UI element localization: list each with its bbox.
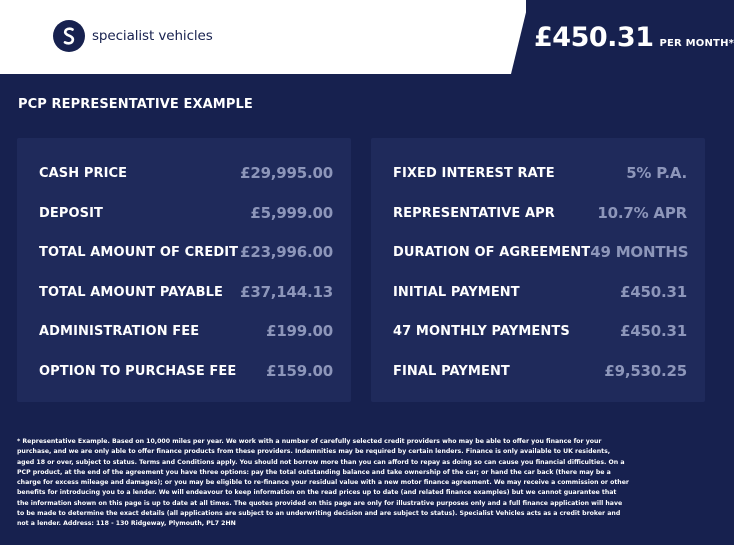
finance-row (393, 359, 687, 383)
row-value: 5% P.A. (626, 164, 687, 182)
finance-row (39, 201, 333, 225)
finance-row (393, 319, 687, 343)
row-value: 49 MONTHS (590, 243, 689, 261)
row-label: DEPOSIT (39, 205, 104, 221)
row-label: TOTAL AMOUNT OF CREDIT (39, 244, 239, 260)
section-title: PCP REPRESENTATIVE EXAMPLE (18, 97, 253, 112)
row-value: £37,144.13 (240, 283, 333, 301)
price-suffix: PER MONTH* (659, 38, 734, 49)
finance-row (39, 359, 333, 383)
row-label: INITIAL PAYMENT (393, 284, 520, 300)
row-label: CASH PRICE (39, 165, 128, 181)
row-value: £5,999.00 (250, 204, 333, 222)
row-value: £159.00 (266, 362, 333, 380)
row-value: £450.31 (620, 322, 687, 340)
brand-logo[interactable] (53, 20, 213, 52)
row-label: 47 MONTHLY PAYMENTS (393, 323, 570, 339)
finance-panel-left (17, 138, 351, 402)
row-label: REPRESENTATIVE APR (393, 205, 555, 221)
finance-row (393, 280, 687, 304)
finance-row (393, 161, 687, 185)
finance-row (39, 240, 333, 264)
row-label: TOTAL AMOUNT PAYABLE (39, 284, 223, 300)
row-value: £23,996.00 (240, 243, 333, 261)
price-amount: £450.31 (534, 22, 654, 53)
specialist-vehicles-logo-icon (53, 20, 85, 52)
finance-row (393, 201, 687, 225)
monthly-price (534, 22, 734, 53)
finance-panel-right (371, 138, 705, 402)
row-value: 10.7% APR (597, 204, 687, 222)
finance-row (39, 161, 333, 185)
finance-row (393, 240, 687, 264)
row-value: £450.31 (620, 283, 687, 301)
row-label: ADMINISTRATION FEE (39, 323, 200, 339)
finance-disclaimer: * Representative Example. Based on 10,000 miles per year. We work with a number of carefully selected credit providers who may be able to offer you finance for your purchase, and we are only able to offer finance products from these providers. Indemnities may be required by certain lenders. Finance is only available to UK residents, aged 18 or over, subject to status. Terms and Conditions apply. You should not borrow more than you can afford to repay as doing so can cause you financial difficulties. On a PCP product, at the end of the agreement you have three options: pay the total outstanding balance and take ownership of the car; or hand the car back (there may be a charge for excess mileage and damages); or you may be eligible to re-finance your residual value with a new motor finance agreement. We may receive a commission or other benefits for introducing you to a lender. We will endeavour to keep information on the read prices up to date (and related finance examples) but we cannot guarantee that the information shown on this page is up to date at all times. The quotes provided on this page are only for illustrative purposes only and a full finance application will have to be made to determine the exact details (all applications are subject to an underwriting decision and are subject to status). Specialist Vehicles acts as a credit broker and not a lender. Address: 118 - 130 Ridgeway, Plymouth, PL7 2HN (17, 438, 629, 528)
row-value: £29,995.00 (240, 164, 333, 182)
row-label: FINAL PAYMENT (393, 363, 510, 379)
banner-diagonal (511, 0, 529, 74)
finance-row (39, 319, 333, 343)
row-value: £9,530.25 (604, 362, 687, 380)
row-label: FIXED INTEREST RATE (393, 165, 555, 181)
row-label: DURATION OF AGREEMENT (393, 244, 591, 260)
finance-row (39, 280, 333, 304)
brand-name: specialist vehicles (92, 28, 213, 44)
row-label: OPTION TO PURCHASE FEE (39, 363, 237, 379)
row-value: £199.00 (266, 322, 333, 340)
